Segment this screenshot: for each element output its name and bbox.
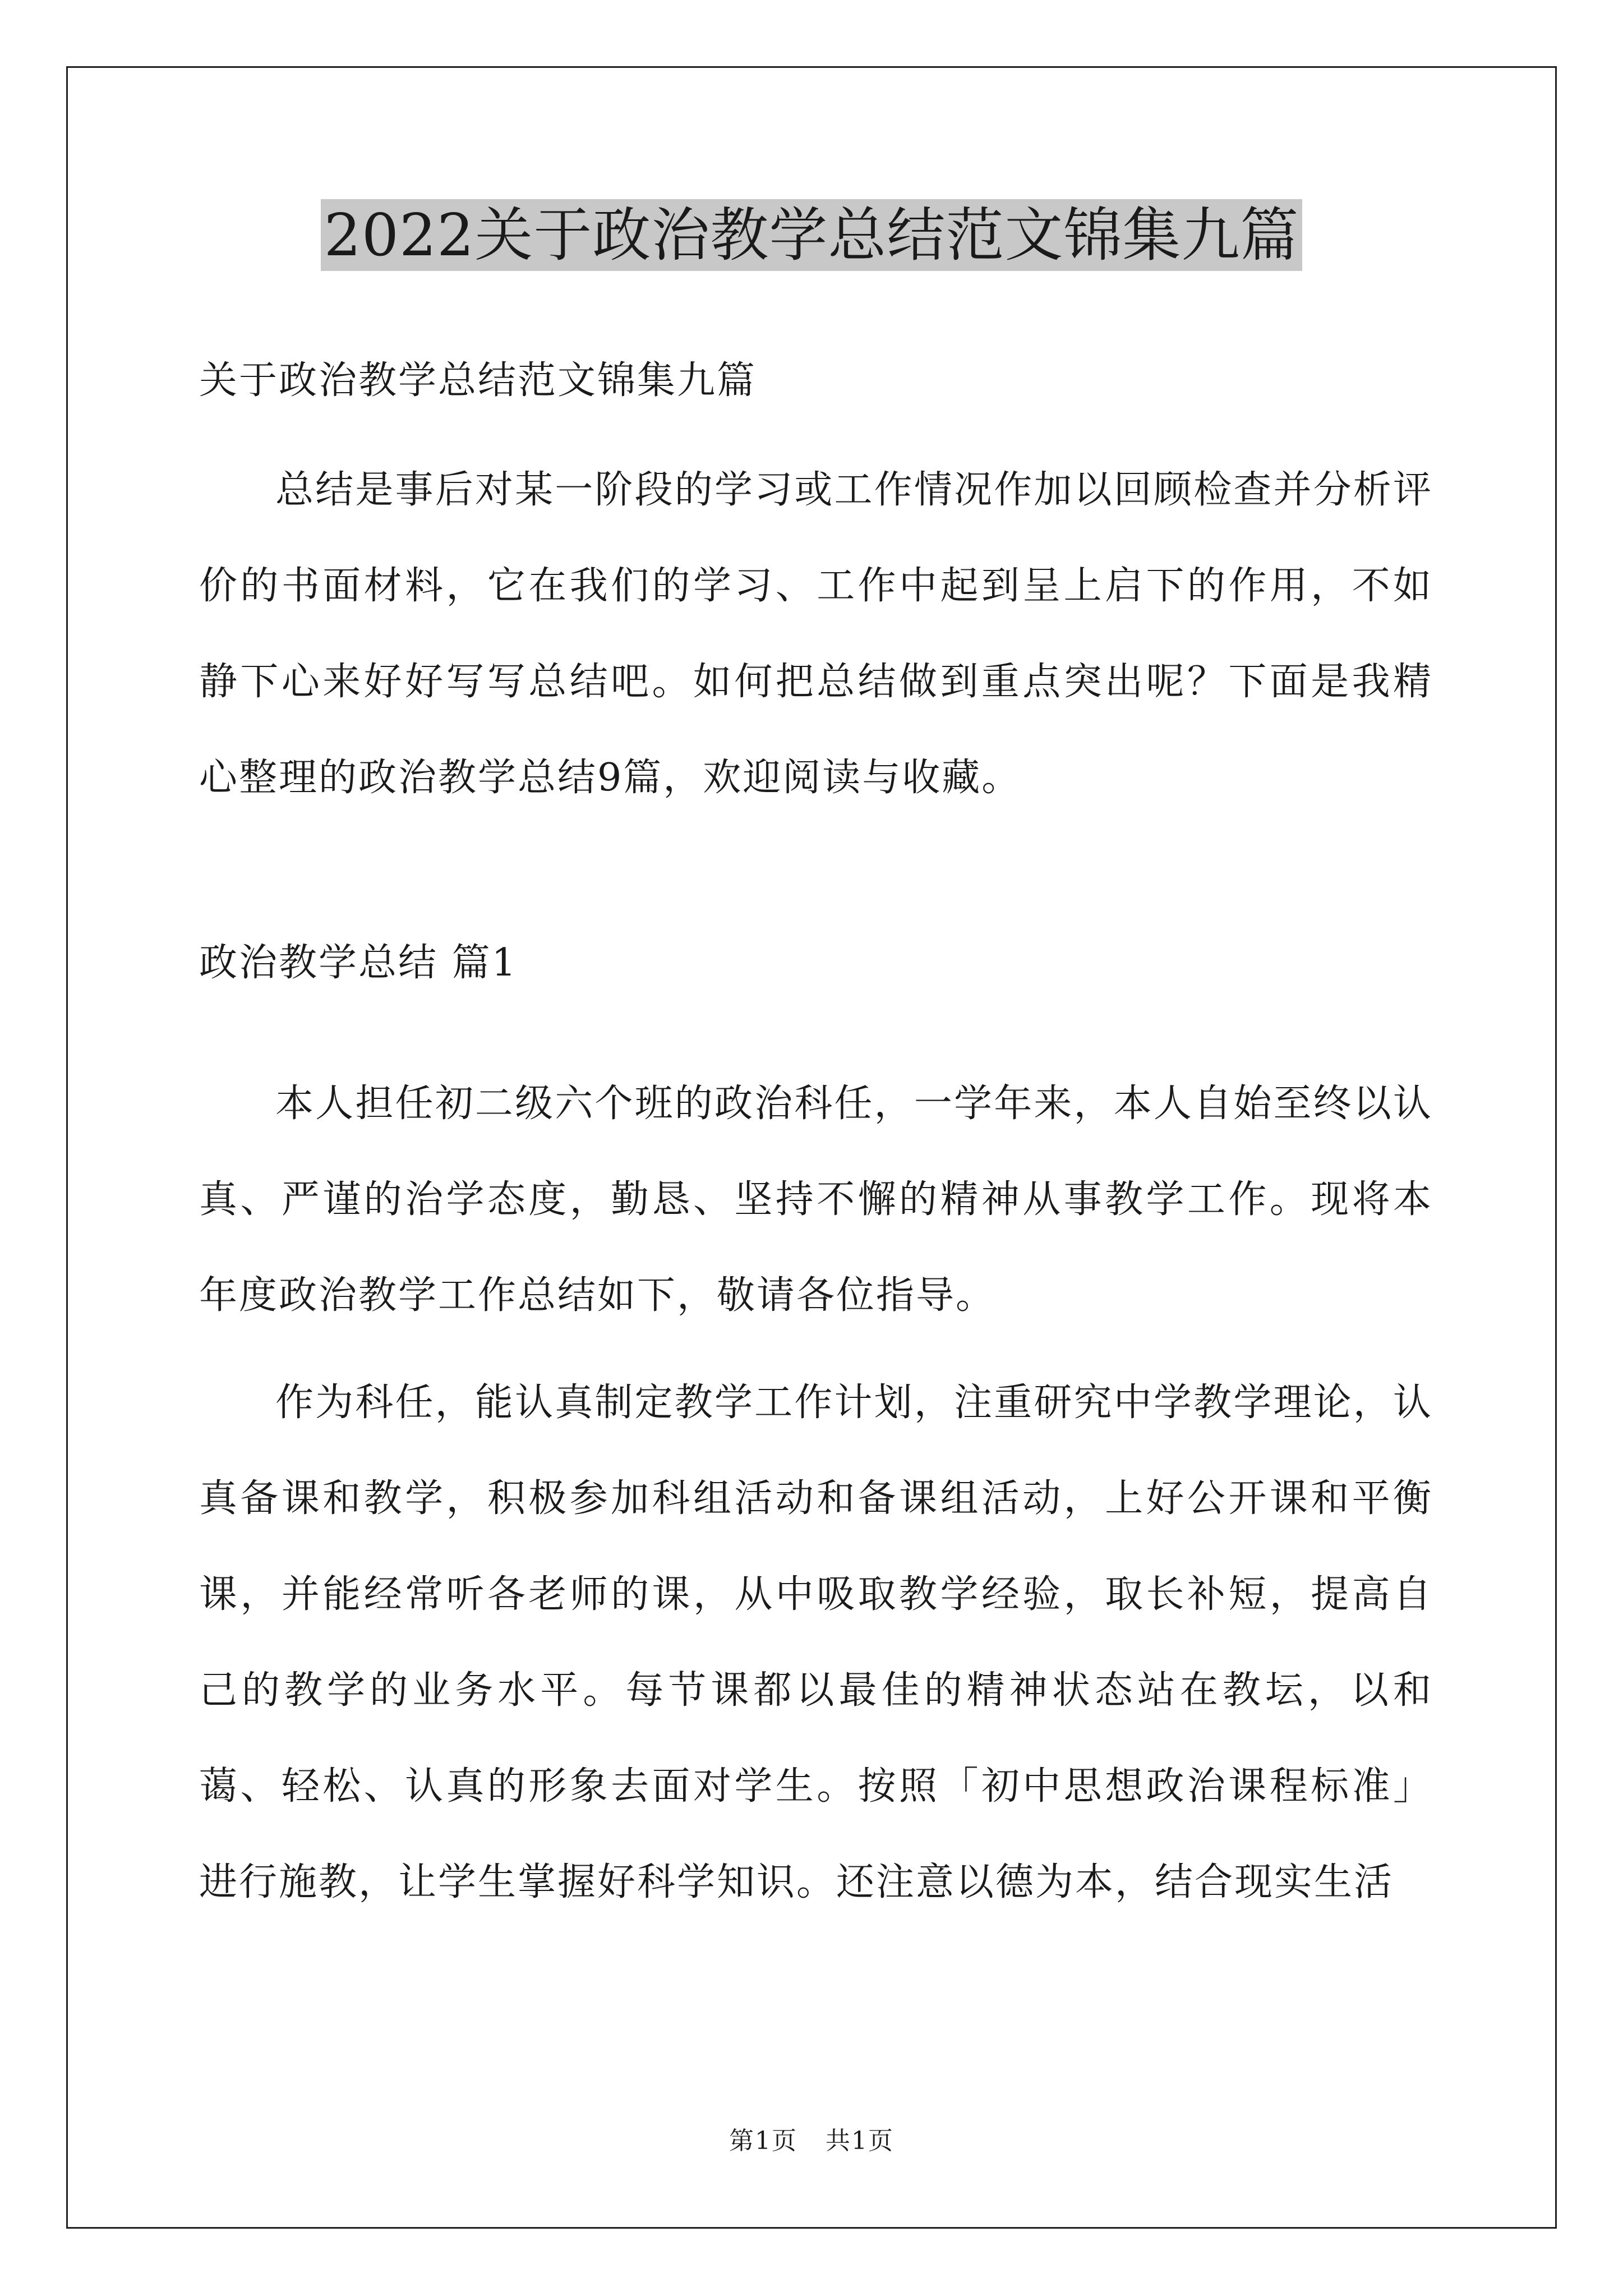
title-container [0, 199, 1623, 271]
page-footer [0, 2120, 1623, 2156]
intro-paragraph: 总结是事后对某一阶段的学习或工作情况作加以回顾检查并分析评价的书面材料，它在我们的学习、工作中起到呈上启下的作用，不如静下心来好好写写总结吧。如何把总结做到重点突出呢？下面是我精心整理的政治教学总结9篇，欢迎阅读与收藏。 [199, 468, 1433, 800]
body-paragraph: 作为科任，能认真制定教学工作计划，注重研究中学教学理论，认真备课和教学，积极参加科组活动和备课组活动，上好公开课和平衡课，并能经常听各老师的课，从中吸取教学经验，取长补短，提高自己的教学的业务水平。每节课都以最佳的精神状态站在教坛，以和蔼、轻松、认真的形象去面对学生。按照「初中思想政治课程标准」进行施教，让学生掌握好科学知识。还注意以德为本，结合现实生活 [199, 1381, 1433, 1904]
section-heading: 政治教学总结 篇1 [199, 941, 518, 985]
page-number: 第1页 [729, 2127, 797, 2155]
document-title: 2022关于政治教学总结范文锦集九篇 [321, 199, 1303, 271]
page-total: 共1页 [826, 2127, 894, 2155]
document-subtitle: 关于政治教学总结范文锦集九篇 [199, 358, 757, 403]
body-paragraph: 本人担任初二级六个班的政治科任，一学年来，本人自始至终以认真、严谨的治学态度，勤恳、坚持不懈的精神从事教学工作。现将本年度政治教学工作总结如下，敬请各位指导。 [199, 1082, 1433, 1318]
document-body [199, 303, 1433, 1930]
